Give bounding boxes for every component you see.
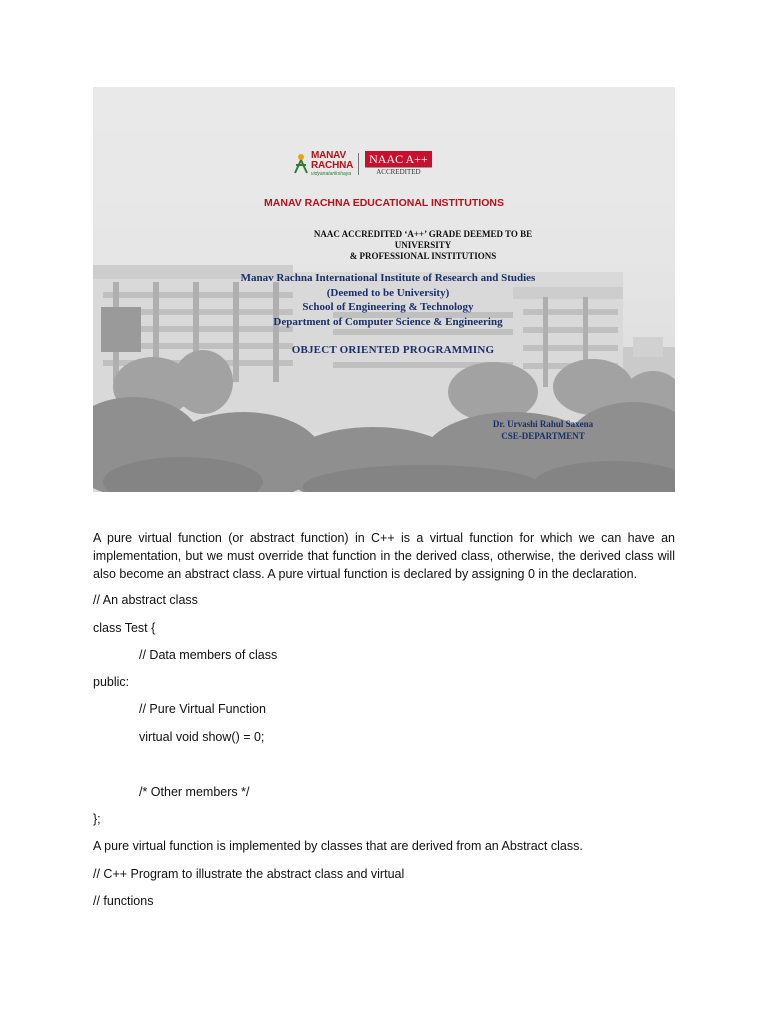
university-line: School of Engineering & Technology xyxy=(302,301,474,313)
code-line: virtual void show() = 0; xyxy=(139,730,265,744)
cover-banner xyxy=(93,87,675,492)
naac-grade-line: UNIVERSITY xyxy=(394,240,452,250)
university-line: Manav Rachna International Institute of Research and Studies xyxy=(240,272,536,284)
university-line: Department of Computer Science & Engineering xyxy=(273,315,503,328)
naac-grade-text xyxy=(293,229,553,262)
intro-paragraph: A pure virtual function (or abstract function) in C++ is a virtual function for which we can have an implementation, but we must override that function in the derived class, otherwise, the derived class will also become an abstract class. A pure virtual function is declared by assigning 0 in the declaration. xyxy=(93,531,675,581)
code-line: /* Other members */ xyxy=(139,785,250,799)
naac-badge-label: NAAC A++ xyxy=(365,151,432,167)
code-line: }; xyxy=(93,812,101,826)
author-dept: CSE-DEPARTMENT xyxy=(501,431,585,441)
brand-tagline: vidyanatarikshaya xyxy=(311,171,352,177)
code-line: // An abstract class xyxy=(93,593,198,607)
logo-divider xyxy=(358,153,359,175)
code-line: public: xyxy=(93,675,130,689)
naac-grade-line: & PROFESSIONAL INSTITUTIONS xyxy=(349,251,497,261)
naac-badge-sub: ACCREDITED xyxy=(365,167,432,177)
naac-grade-line: NAAC ACCREDITED ‘A++’ GRADE DEEMED TO BE xyxy=(313,229,533,239)
author-name: Dr. Urvashi Rahul Saxena xyxy=(492,419,594,429)
brand-line-1: MANAV xyxy=(311,150,346,161)
course-title: OBJECT ORIENTED PROGRAMMING xyxy=(291,344,495,356)
logo-row xyxy=(293,151,432,177)
university-block xyxy=(208,271,568,329)
author-block xyxy=(453,418,633,442)
code-line: // Data members of class xyxy=(139,648,278,662)
manav-rachna-logo xyxy=(293,151,353,177)
university-line: (Deemed to be University) xyxy=(326,286,450,299)
code-line: class Test { xyxy=(93,621,156,635)
brand-line-2: RACHNA xyxy=(311,160,354,171)
implemented-sentence: A pure virtual function is implemented by classes that are derived from an Abstract class. xyxy=(93,839,583,853)
comment-line: // C++ Program to illustrate the abstract class and virtual xyxy=(93,867,405,881)
comment-line: // functions xyxy=(93,894,154,908)
naac-badge xyxy=(365,151,432,177)
manav-rachna-emblem-icon xyxy=(293,153,309,175)
institution-title: MANAV RACHNA EDUCATIONAL INSTITUTIONS xyxy=(264,197,504,209)
code-line: // Pure Virtual Function xyxy=(139,702,266,716)
